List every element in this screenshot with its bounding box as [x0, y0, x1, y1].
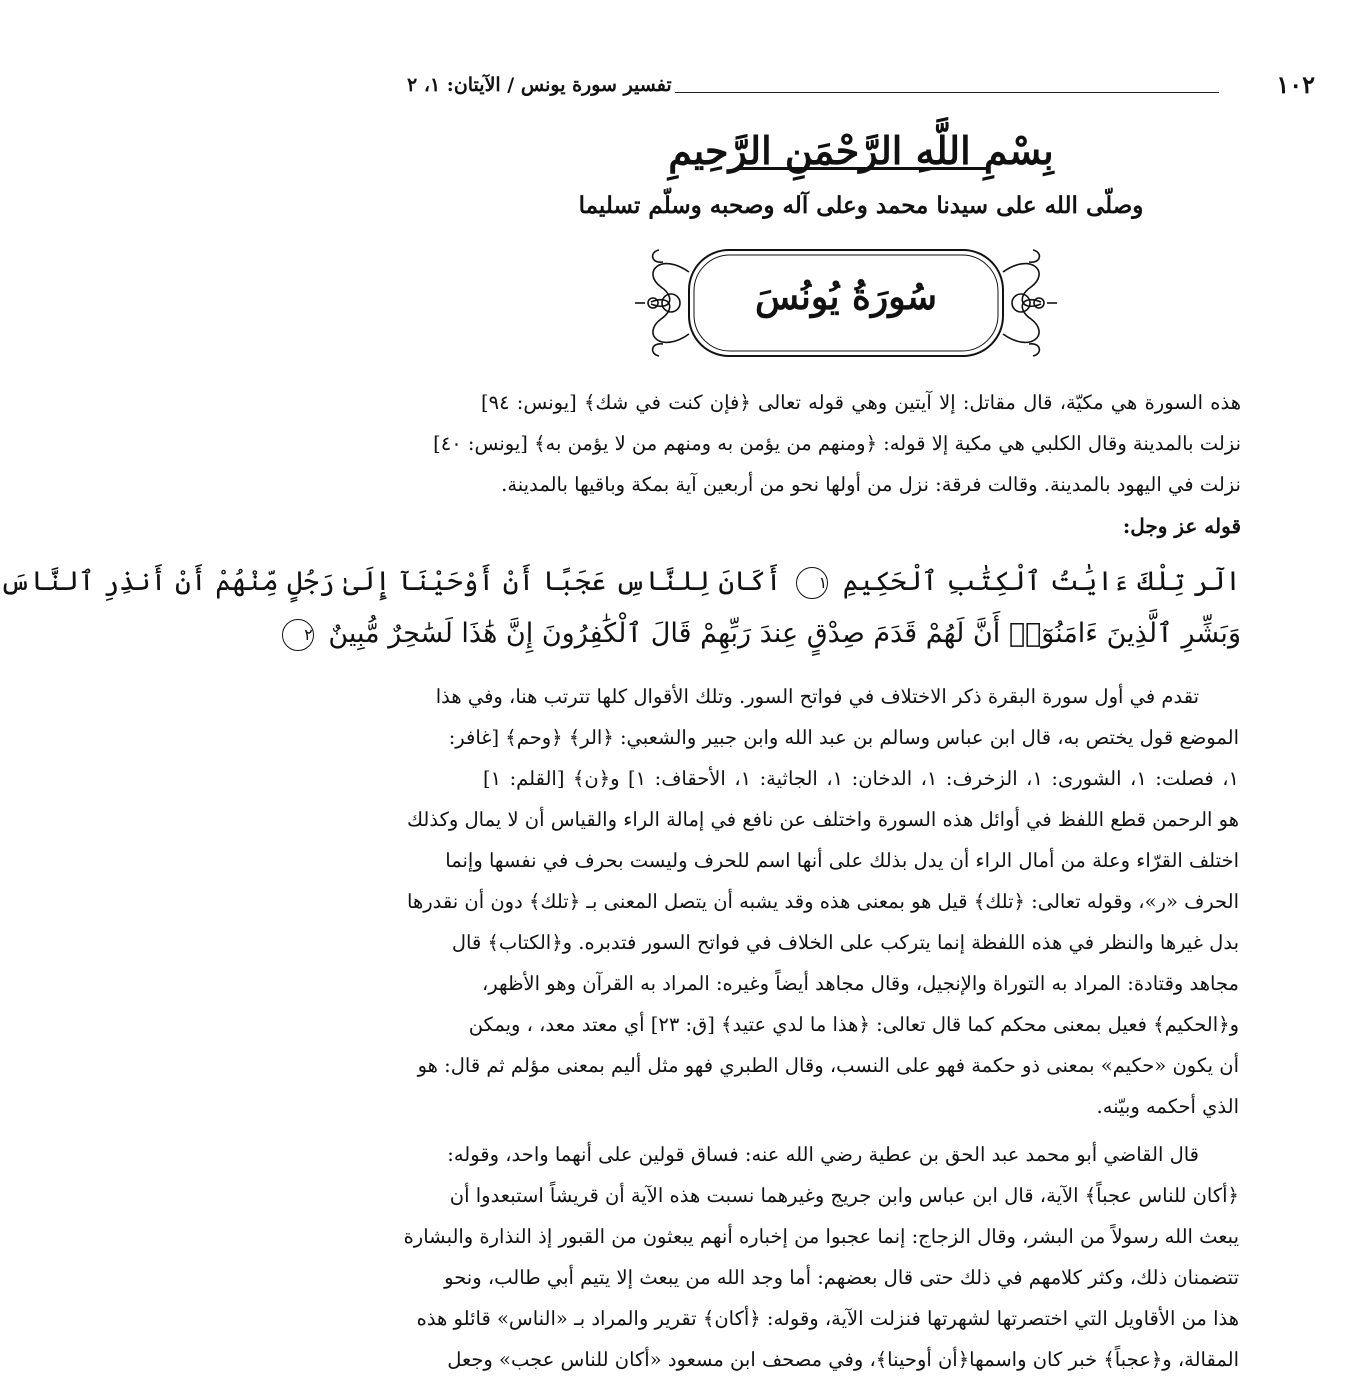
text-line: بدل غيرها والنظر في هذه اللفظة إنما يتركب على الخلاف في فواتح السور فتدبره. و﴿الكتاب﴾ قال — [451, 931, 1239, 954]
text-line: الحرف «ر»، وقوله تعالى: ﴿تلك﴾ قيل هو بمعنى هذه وقد يشبه أن يتصل المعنى بـ ﴿تلك﴾ دون أن نقدرها — [407, 890, 1239, 913]
text-line: قال القاضي أبو محمد عبد الحق بن عطية رضي الله عنه: فساق قولين على أنهما واحد، وقوله: — [447, 1143, 1199, 1166]
text-line: أن يكون «حكيم» بمعنى ذو حكمة فهو على النسب، وقال الطبري فهو مثل أليم بمعنى مؤلم ثم قال: هو — [417, 1054, 1239, 1077]
text-line: هو الرحمن قطع اللفظ في أوائل هذه السورة واختلف عن نافع في إمالة الراء والقياس أن لا يمال وكذلك — [406, 808, 1239, 831]
text-line: نزلت في اليهود بالمدينة. وقالت فرقة: نزل من أولها نحو من أربعين آية بمكة وباقيها بالمدينة. — [501, 473, 1241, 496]
text-line: مجاهد وقتادة: المراد به التوراة والإنجيل، وقال مجاهد أيضاً وغيره: المراد به القرآن وهو الأظهر، — [481, 972, 1239, 995]
text-line: و﴿الحكيم﴾ فعيل بمعنى محكم كما قال تعالى: ﴿هذا ما لدي عتيد﴾ [ق: ٢٣] أي معتد معد، ، ويمكن — [468, 1013, 1239, 1036]
intro-paragraph — [433, 382, 1241, 505]
text-line: الذي أحكمه وبيّنه. — [1096, 1095, 1239, 1118]
page-number: ١٠٢ — [1276, 70, 1315, 99]
verse-line-2 — [304, 608, 1241, 660]
text-line: يبعث الله رسولاً من البشر، وقال الزجاج: إنما عجبوا من إخباره أنهم يبعثون من القبور إذ النذارة والبشارة — [403, 1225, 1239, 1248]
text-line: تتضمنان ذلك، وكثر كلامهم في ذلك حتى قال بعضهم: أما وجد الله من يبعث إلا يتيم أبي طالب، ونحو — [444, 1266, 1239, 1289]
header-rule — [675, 92, 1219, 93]
surah-title-frame — [631, 242, 1061, 364]
basmala — [373, 128, 1349, 173]
tafsir-paragraph-1 — [406, 676, 1239, 1127]
ayah-number-marker: ١ — [796, 567, 828, 599]
text-line: ﴿أكان للناس عجباً﴾ الآية، قال ابن عباس وابن جريج وغيرهما نسبت هذه الآية أن قريشاً استبعدوا أن — [449, 1184, 1239, 1207]
text-line: هذا من الأقاويل التي اختصرتها لشهرتها فنزلت الآية، وقوله: ﴿أكان﴾ تقرير والمراد بـ «الناس» قائلو هذه — [416, 1307, 1239, 1330]
text-line: هذه السورة هي مكيّة، قال مقاتل: إلا آيتين وهي قوله تعالى ﴿فإن كنت في شك﴾ [يونس: ٩٤] — [481, 391, 1241, 414]
verse-text: وَبَشِّرِ ٱلَّذِينَ ءَامَنُوٓا۟ أَنَّ لَهُمْ قَدَمَ صِدْقٍ عِندَ رَبِّهِمْ قَالَ ٱلْكَٰفِرُونَ إِنَّ هَٰذَا لَسَٰحِرٌ مُّبِينٌ — [328, 618, 1241, 649]
basmala-text: بِسْمِ اللَّهِ الرَّحْمَنِ الرَّحِيمِ — [668, 128, 1054, 173]
verse-text: أَكَانَ لِلنَّاسِ عَجَبًا أَنْ أَوْحَيْنَآ إِلَىٰ رَجُلٍ مِّنْهُمْ أَنْ أَنذِرِ ٱلنَّاسَ — [0, 566, 782, 597]
ayah-number-marker: ٢ — [282, 619, 314, 651]
salat-line: وصلّى الله على سيدنا محمد وعلى آله وصحبه وسلّم تسليما — [578, 192, 1144, 219]
surah-title: سُورَةُ يُونُسَ — [754, 276, 938, 318]
running-title: تفسير سورة يونس / الآيتان: ١، ٢ — [407, 74, 672, 96]
verse-text: الٓر تِلْكَ ءَايَٰتُ ٱلْكِتَٰبِ ٱلْحَكِيمِ — [842, 566, 1241, 597]
text-line: المقالة، و﴿عجباً﴾ خبر كان واسمها﴿أن أوحينا﴾، وفي مصحف ابن مسعود «أكان للناس عجب» وجعل — [447, 1348, 1239, 1371]
text-line: اختلف القرّاء وعلة من أمال الراء أن يدل بذلك على أنها اسم للحرف وليست بحرف في نفسها وإنما — [445, 849, 1239, 872]
text-line: ١، فصلت: ١، الشورى: ١، الزخرف: ١، الدخان: ١، الجاثية: ١، الأحقاف: ١] و﴿ن﴾ [القلم: ١] — [483, 767, 1239, 790]
text-line: تقدم في أول سورة البقرة ذكر الاختلاف في فواتح السور. وتلك الأقوال كلها تترتب هنا، وفي هذا — [435, 685, 1199, 708]
tafsir-paragraph-2 — [403, 1134, 1239, 1380]
running-header — [407, 70, 1319, 100]
quran-verse — [0, 556, 1241, 660]
verse-intro: قوله عز وجل: — [1122, 514, 1241, 538]
text-line: نزلت بالمدينة وقال الكلبي هي مكية إلا قوله: ﴿ومنهم من يؤمن به ومنهم من لا يؤمن به﴾ [يونس: ٤٠] — [433, 432, 1241, 455]
verse-line-1 — [0, 556, 1241, 608]
text-line: الموضع قول يختص به، قال ابن عباس وسالم بن عبد الله وابن جبير والشعبي: ﴿الر﴾ ﴿وحم﴾ [غافر: — [448, 726, 1239, 749]
